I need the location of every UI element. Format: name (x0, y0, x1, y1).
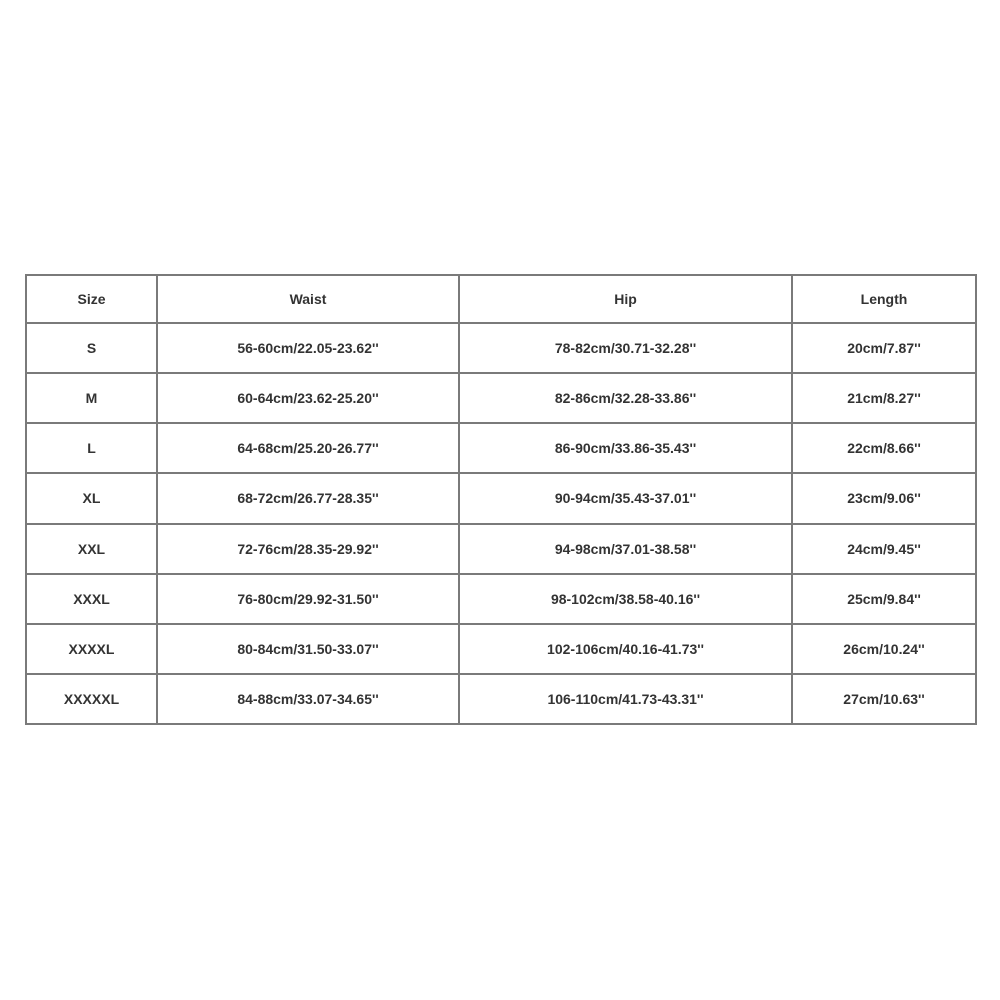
hip-cell: 106-110cm/41.73-43.31'' (459, 674, 792, 724)
header-size: Size (26, 275, 157, 323)
hip-cell: 98-102cm/38.58-40.16'' (459, 574, 792, 624)
waist-cell: 56-60cm/22.05-23.62'' (157, 323, 459, 373)
table-row (26, 624, 976, 674)
hip-cell: 94-98cm/37.01-38.58'' (459, 524, 792, 574)
size-cell: M (26, 373, 157, 423)
table-row (26, 473, 976, 523)
header-length: Length (792, 275, 976, 323)
waist-cell: 76-80cm/29.92-31.50'' (157, 574, 459, 624)
hip-cell: 86-90cm/33.86-35.43'' (459, 423, 792, 473)
size-cell: XXXL (26, 574, 157, 624)
size-cell: XXL (26, 524, 157, 574)
size-chart-table (25, 274, 977, 725)
size-chart-body (26, 323, 976, 724)
waist-cell: 68-72cm/26.77-28.35'' (157, 473, 459, 523)
length-cell: 25cm/9.84'' (792, 574, 976, 624)
hip-cell: 82-86cm/32.28-33.86'' (459, 373, 792, 423)
hip-cell: 90-94cm/35.43-37.01'' (459, 473, 792, 523)
table-row (26, 323, 976, 373)
table-row (26, 524, 976, 574)
header-waist: Waist (157, 275, 459, 323)
waist-cell: 64-68cm/25.20-26.77'' (157, 423, 459, 473)
table-row (26, 423, 976, 473)
waist-cell: 84-88cm/33.07-34.65'' (157, 674, 459, 724)
waist-cell: 60-64cm/23.62-25.20'' (157, 373, 459, 423)
header-row (26, 275, 976, 323)
waist-cell: 72-76cm/28.35-29.92'' (157, 524, 459, 574)
length-cell: 21cm/8.27'' (792, 373, 976, 423)
size-cell: XL (26, 473, 157, 523)
size-cell: XXXXXL (26, 674, 157, 724)
header-hip: Hip (459, 275, 792, 323)
size-cell: S (26, 323, 157, 373)
table-row (26, 574, 976, 624)
table-row (26, 373, 976, 423)
length-cell: 24cm/9.45'' (792, 524, 976, 574)
size-cell: L (26, 423, 157, 473)
waist-cell: 80-84cm/31.50-33.07'' (157, 624, 459, 674)
table-row (26, 674, 976, 724)
length-cell: 23cm/9.06'' (792, 473, 976, 523)
hip-cell: 102-106cm/40.16-41.73'' (459, 624, 792, 674)
length-cell: 22cm/8.66'' (792, 423, 976, 473)
size-cell: XXXXL (26, 624, 157, 674)
hip-cell: 78-82cm/30.71-32.28'' (459, 323, 792, 373)
length-cell: 26cm/10.24'' (792, 624, 976, 674)
length-cell: 20cm/7.87'' (792, 323, 976, 373)
size-chart-header (26, 275, 976, 323)
length-cell: 27cm/10.63'' (792, 674, 976, 724)
